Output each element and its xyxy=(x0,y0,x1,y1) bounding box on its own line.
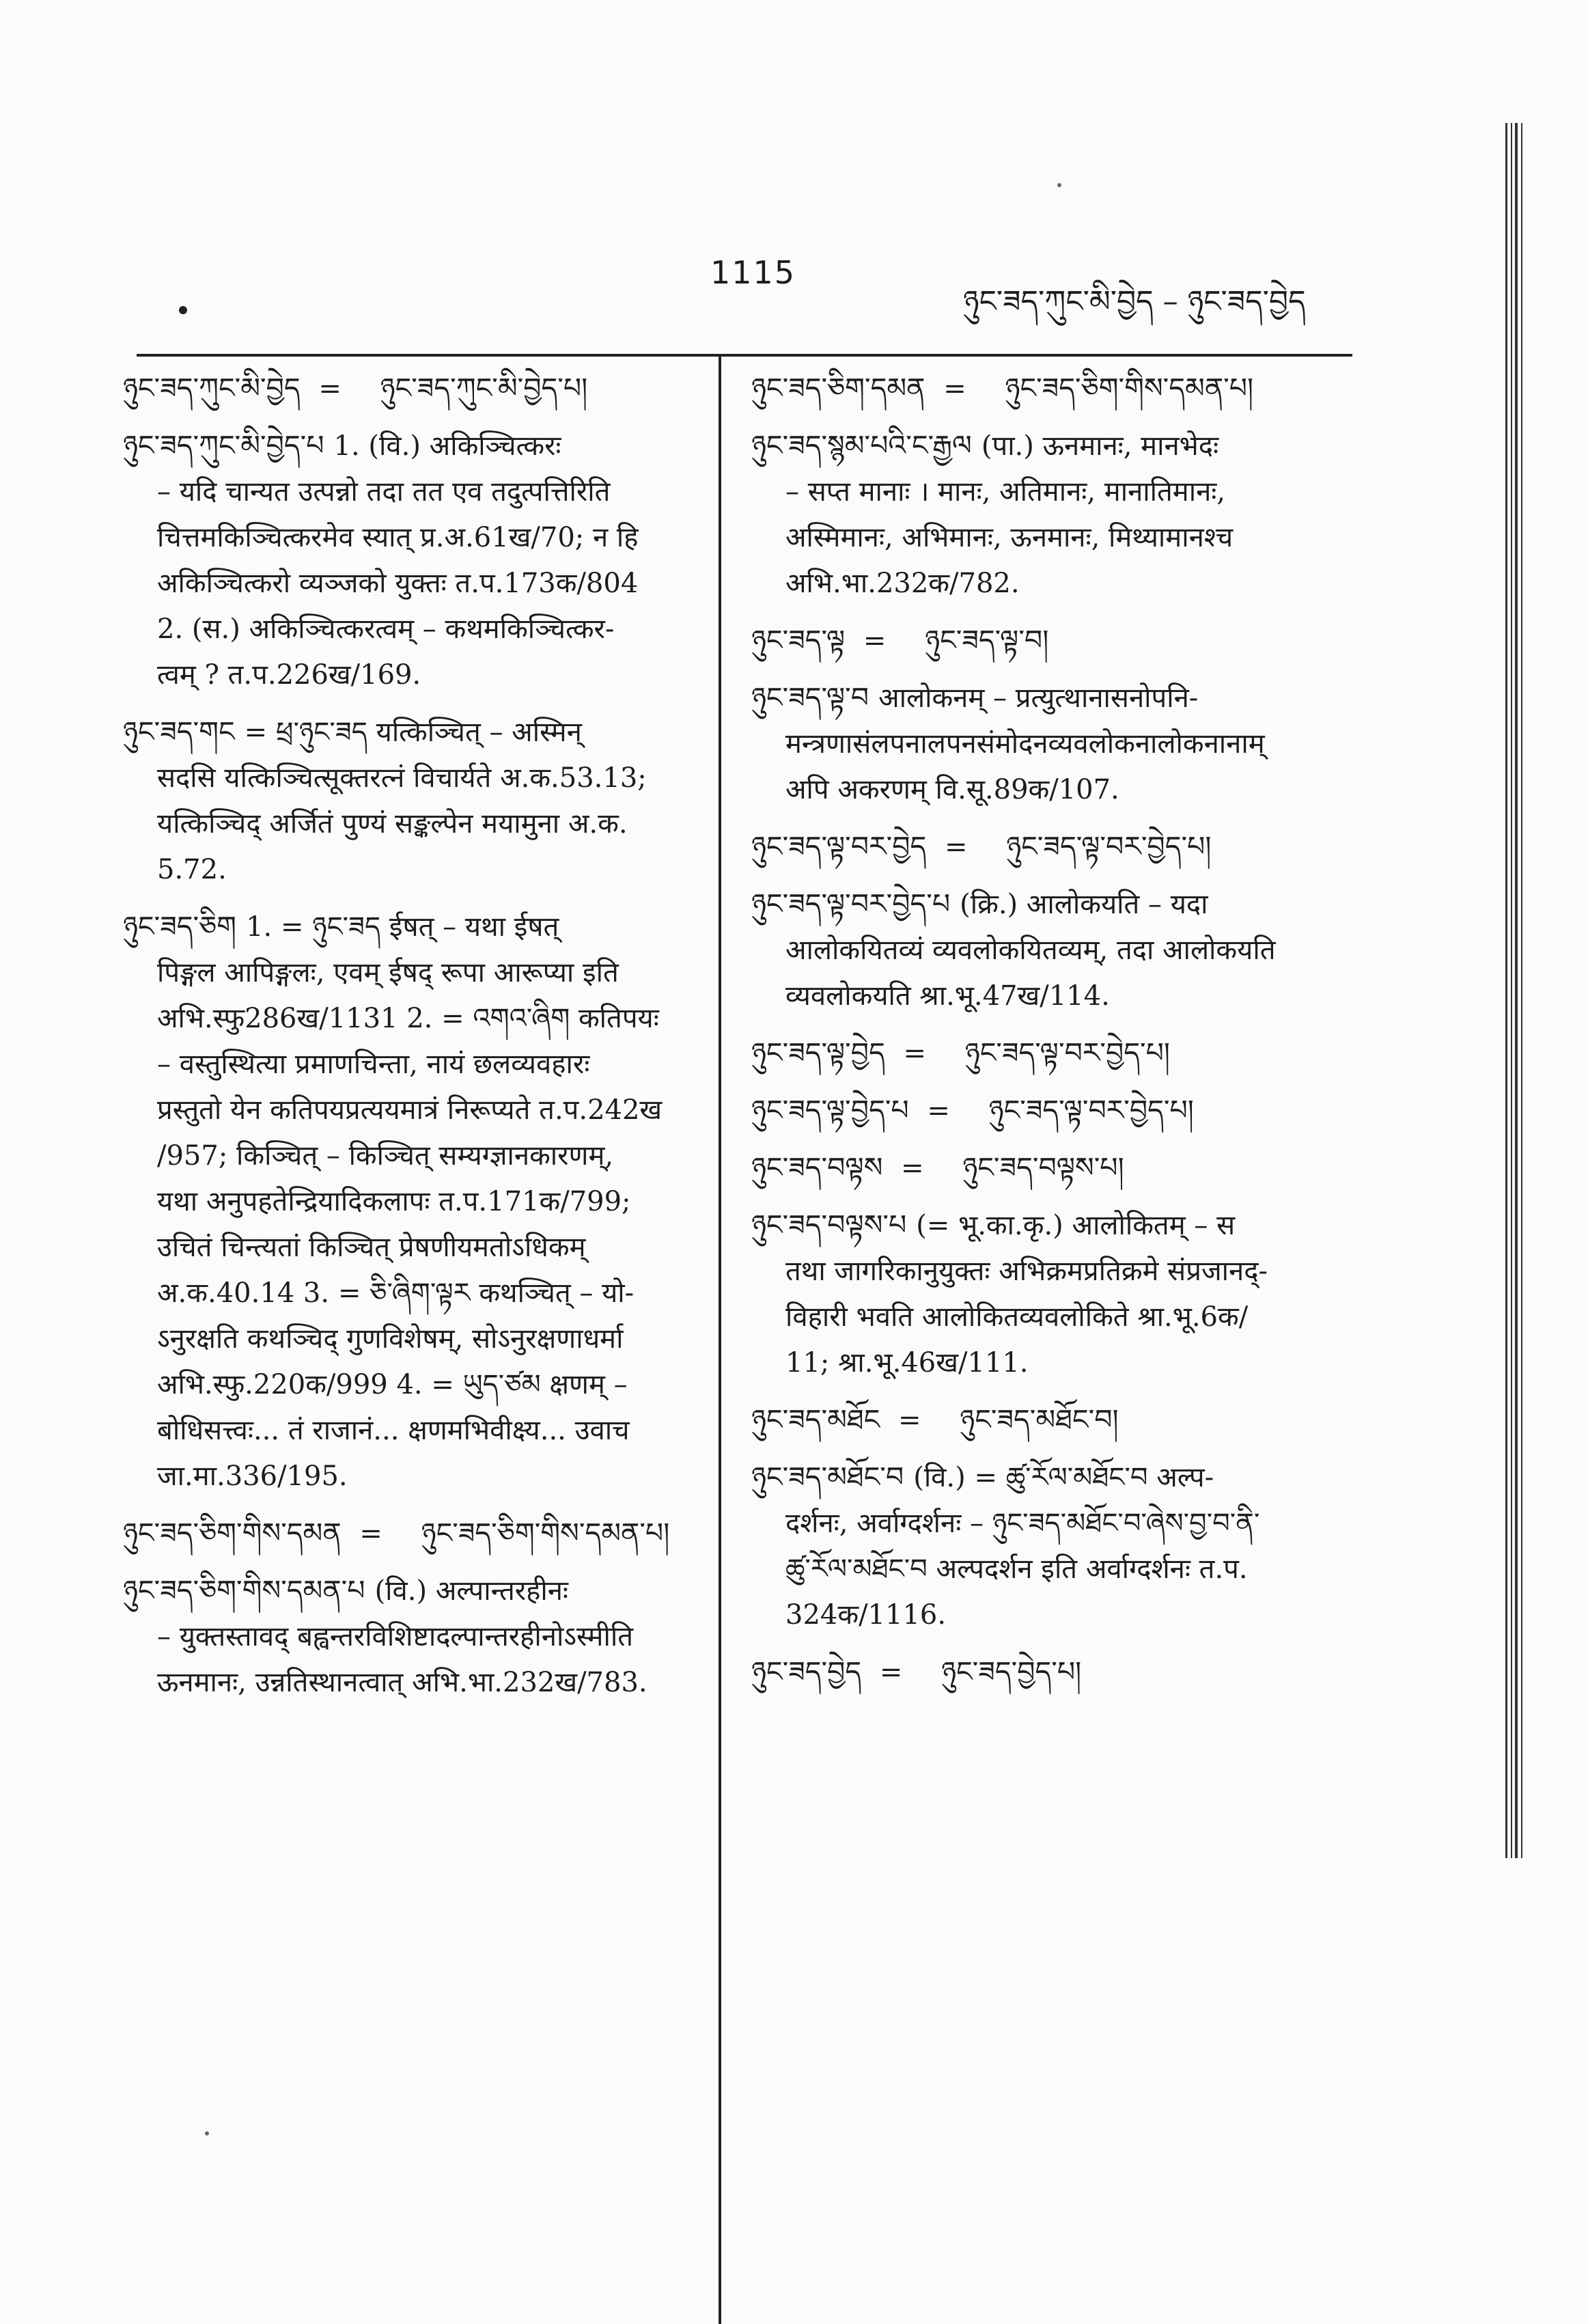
cross-reference-entry xyxy=(751,1649,1352,1696)
equals-sign: = xyxy=(936,831,977,863)
equals-sign: = xyxy=(889,1405,930,1436)
headword: ཉུང་ཟད་ལྟ་བྱེད་པ xyxy=(751,1094,909,1126)
header-rule xyxy=(137,354,1352,357)
definition-line: पिङ्गल आपिङ्गलः, एवम् ईषद् रूपा आरूप्या इति xyxy=(157,957,619,988)
entry-first-line xyxy=(751,675,1352,721)
headword: ཉུང་ཟད་ལྟ་བྱེད xyxy=(751,1036,885,1069)
entry-first-line xyxy=(751,1454,1352,1501)
cross-reference-entry xyxy=(751,1030,1352,1077)
headword: ཉུང་ཟད་མཐོང་བ xyxy=(751,1461,904,1493)
page-dot xyxy=(179,306,187,314)
reference-form: ཉུང་ཟད་མཐོང་བ། xyxy=(960,1403,1119,1436)
reference-form: ཉུང་ཟད་ཅིག་གིས་དམན་པ། xyxy=(421,1517,670,1549)
headword: ཉུང་ཟད་ལྟ་བར་བྱེད xyxy=(751,830,927,863)
headword: ཉུང་ཟད་ལྟ་བར་བྱེད་པ xyxy=(751,887,951,920)
definition-line: विहारी भवति आलोकितव्यवलोकिते श्रा.भू.6क/ xyxy=(785,1301,1249,1333)
headword: ཉུང་ཟད་བྱེད xyxy=(751,1655,862,1688)
definition-line: उचितं चिन्त्यतां किञ्चित् प्रेषणीयमतोऽधिकम् xyxy=(157,1232,586,1263)
left-column xyxy=(123,365,697,1717)
definition-line: मन्त्रणासंलपनालपनसंमोदनव्यवलोकनालोकनानाम् xyxy=(785,728,1265,760)
reference-form: ཉུང་ཟད་ལྟ་བར་བྱེད་པ། xyxy=(1006,830,1212,863)
reference-form: ཉུང་ཟད་བྱེད་པ། xyxy=(941,1655,1082,1688)
definition-line: 5.72. xyxy=(157,854,227,885)
dictionary-entry xyxy=(751,675,1352,813)
equals-sign: = xyxy=(871,1657,912,1688)
definition-line: 324क/1116. xyxy=(785,1599,947,1631)
page-number: 1115 xyxy=(710,254,796,291)
definition-line: (पा.) ऊनमानः, मानभेदः xyxy=(981,430,1219,462)
equals-sign: = xyxy=(892,1152,933,1184)
headword: ཉུང་ཟད་ཅིག་གིས་དམན xyxy=(123,1517,342,1549)
headword: ཉུང་ཟད་གང xyxy=(123,715,235,748)
headword: ཉུང་ཟད་ཀུང་མི་བྱེད xyxy=(123,372,301,404)
entry-first-line xyxy=(751,423,1352,469)
entry-first-line xyxy=(123,1568,697,1614)
equals-sign: = xyxy=(309,373,350,404)
equals-sign: = xyxy=(934,373,975,404)
dictionary-entry xyxy=(123,709,697,893)
reference-form: ཉུང་ཟད་བལྟས་པ། xyxy=(962,1151,1124,1184)
entry-first-line xyxy=(123,423,697,469)
definition-line: चित्तमकिञ्चित्करमेव स्यात् प्र.अ.61ख/70; न हि xyxy=(157,522,639,553)
definition-line: (वि.) अल्पान्तरहीनः xyxy=(374,1575,568,1607)
equals-sign: = xyxy=(918,1095,959,1126)
definition-line: – सप्त मानाः । मानः, अतिमानः, मानातिमानः, xyxy=(785,476,1226,508)
definition-line: अभि.स्फु286ख/1131 2. = འགའ་ཞིག कतिपयः xyxy=(157,1003,659,1034)
scan-speck xyxy=(1057,183,1061,187)
definition-line: (= भू.का.कृ.) आलोकितम् – स xyxy=(916,1210,1236,1241)
headword: ཉུང་ཟད་ཅིག་གིས་དམན་པ xyxy=(123,1574,365,1607)
definition-line: 1. (वि.) अकिञ्चित्करः xyxy=(333,430,561,462)
definition-line: (क्रि.) आलोकयति – यदा xyxy=(960,889,1208,920)
headword: ཉུང་ཟད་བལྟས་པ xyxy=(751,1208,907,1241)
definition-line: सदसि यत्किञ्चित्सूक्तरत्नं विचार्यते अ.क.53.13; xyxy=(157,762,647,794)
definition-line: आलोकयितव्यं व्यवलोकयितव्यम्, तदा आलोकयति xyxy=(785,935,1276,966)
dictionary-entry xyxy=(751,423,1352,607)
entry-first-line xyxy=(751,1202,1352,1249)
dictionary-entry xyxy=(123,423,697,698)
reference-form: ཉུང་ཟད་ལྟ་བར་བྱེད་པ། xyxy=(964,1036,1171,1069)
headword: ཉུང་ཟད་ཀུང་མི་བྱེད་པ xyxy=(123,429,324,462)
headword: ཉུང་ཟད་སྙམ་པའི་ང་རྒྱལ xyxy=(751,429,972,462)
definition-line: अस्मिमानः, अभिमानः, ऊनमानः, मिथ्यामानश्च xyxy=(785,522,1234,553)
equals-sign: = xyxy=(350,1518,391,1549)
entry-first-line xyxy=(123,904,697,950)
definition-line: ऊनमानः, उन्नतिस्थानत्वात् अभि.भा.232ख/783. xyxy=(157,1667,647,1698)
definition-line: प्रस्तुतो येन कतिपयप्रत्ययमात्रं निरूप्यते त.प.242ख xyxy=(157,1094,663,1126)
dictionary-entry xyxy=(123,904,697,1499)
running-head: ཉུང་ཟད་ཀུང་མི་བྱེད – ཉུང་ཟད་བྱེད xyxy=(963,284,1306,319)
cross-reference-entry xyxy=(751,1397,1352,1443)
definition-line: जा.मा.336/195. xyxy=(157,1461,348,1492)
definition-line: = ཕྲ་ཉུང་ཟད यत्किञ्चित् – अस्मिन् xyxy=(244,717,582,748)
cross-reference-entry xyxy=(751,824,1352,870)
definition-line: – यदि चान्यत उत्पन्नो तदा तत एव तदुत्पत्तिरिति xyxy=(157,476,611,508)
cross-reference-entry xyxy=(751,618,1352,664)
dictionary-entry xyxy=(751,1454,1352,1638)
cross-reference-entry xyxy=(123,1510,697,1557)
entry-first-line xyxy=(123,709,697,756)
definition-line: त्वम् ? त.प.226ख/169. xyxy=(157,659,421,691)
equals-sign: = xyxy=(894,1038,935,1069)
definition-line: तथा जागरिकानुयुक्तः अभिक्रमप्रतिक्रमे संप्रजानद्- xyxy=(785,1256,1268,1287)
definition-line: अभि.स्फु.220क/999 4. = ཡུད་ཙམ क्षणम् – xyxy=(157,1369,628,1400)
definition-line: दर्शनः, अर्वाग्दर्शनः – ཉུང་ཟད་མཐོང་བ་ཞེས་བྱ་བ་ནི་ xyxy=(785,1508,1260,1539)
definition-line: ऽनुरक्षति कथञ्चिद् गुणविशेषम्, सोऽनुरक्षणाधर्मा xyxy=(157,1323,624,1355)
headword: ཉུང་ཟད་ཅིག་དམན xyxy=(751,372,925,404)
definition-line: 2. (स.) अकिञ्चित्करत्वम् – कथमकिञ्चित्कर- xyxy=(157,613,615,645)
dictionary-entry xyxy=(751,1202,1352,1386)
dictionary-entry xyxy=(123,1568,697,1706)
definition-line: ཚུ་རོལ་མཐོང་བ अल्पदर्शन इति अर्वाग्दर्शनः त.प. xyxy=(785,1553,1248,1585)
definition-line: अकिञ्चित्करो व्यञ्जको युक्तः त.प.173क/804 xyxy=(157,568,639,599)
column-divider xyxy=(719,357,721,2324)
definition-line: – वस्तुस्थित्या प्रमाणचिन्ता, नायं छलव्यवहारः xyxy=(157,1049,590,1080)
definition-line: (वि.) = ཚུ་རོལ་མཐོང་བ अल्प- xyxy=(913,1462,1214,1493)
reference-form: ཉུང་ཟད་ཀུང་མི་བྱེད་པ། xyxy=(380,372,588,404)
cross-reference-entry xyxy=(751,365,1352,412)
definition-line: /957; किञ्चित् – किञ्चित् सम्यग्ज्ञानकारणम्, xyxy=(157,1140,614,1172)
reference-form: ཉུང་ཟད་ཅིག་གིས་དམན་པ། xyxy=(1005,372,1254,404)
cross-reference-entry xyxy=(123,365,697,412)
definition-line: अपि अकरणम् वि.सू.89क/107. xyxy=(785,774,1119,805)
definition-line: यथा अनुपहतेन्द्रियादिकलापः त.प.171क/799; xyxy=(157,1186,631,1217)
cross-reference-entry xyxy=(751,1145,1352,1191)
reference-form: ཉུང་ཟད་ལྟ་བར་བྱེད་པ། xyxy=(988,1094,1194,1126)
headword: ཉུང་ཟད་ལྟ xyxy=(751,624,846,656)
definition-line: व्यवलोकयति श्रा.भू.47ख/114. xyxy=(785,980,1110,1012)
headword: ཉུང་ཟད་བལྟས xyxy=(751,1151,883,1184)
scan-speck xyxy=(205,2131,209,2135)
equals-sign: = xyxy=(854,625,895,656)
definition-line: अभि.भा.232क/782. xyxy=(785,568,1020,599)
definition-line: – युक्तस्तावद् बह्वन्तरविशिष्टादल्पान्तरहीनोऽस्मीति xyxy=(157,1621,633,1652)
definition-line: 11; श्रा.भू.46ख/111. xyxy=(785,1347,1029,1379)
definition-line: 1. = ཉུང་ཟད ईषत् – यथा ईषत् xyxy=(246,911,559,943)
reference-form: ཉུང་ཟད་ལྟ་བ། xyxy=(925,624,1049,656)
definition-line: आलोकनम् – प्रत्युत्थानासनोपनि- xyxy=(878,682,1199,714)
headword: ཉུང་ཟད་ཅིག xyxy=(123,910,237,943)
right-column xyxy=(751,365,1352,1706)
scan-edge-lines xyxy=(1503,123,1530,1858)
headword: ཉུང་ཟད་མཐོང xyxy=(751,1403,880,1436)
cross-reference-entry xyxy=(751,1088,1352,1134)
entry-first-line xyxy=(751,881,1352,928)
definition-line: अ.क.40.14 3. = ཅི་ཞིག་ལྟར कथञ्चित् – यो- xyxy=(157,1277,635,1309)
definition-line: यत्किञ्चिद् अर्जितं पुण्यं सङ्कल्पेन मयामुना अ.क. xyxy=(157,808,628,840)
headword: ཉུང་ཟད་ལྟ་བ xyxy=(751,681,869,714)
dictionary-entry xyxy=(751,881,1352,1019)
definition-line: बोधिसत्त्वः... तं राजानं... क्षणमभिवीक्ष्य... उवाच xyxy=(157,1415,630,1446)
